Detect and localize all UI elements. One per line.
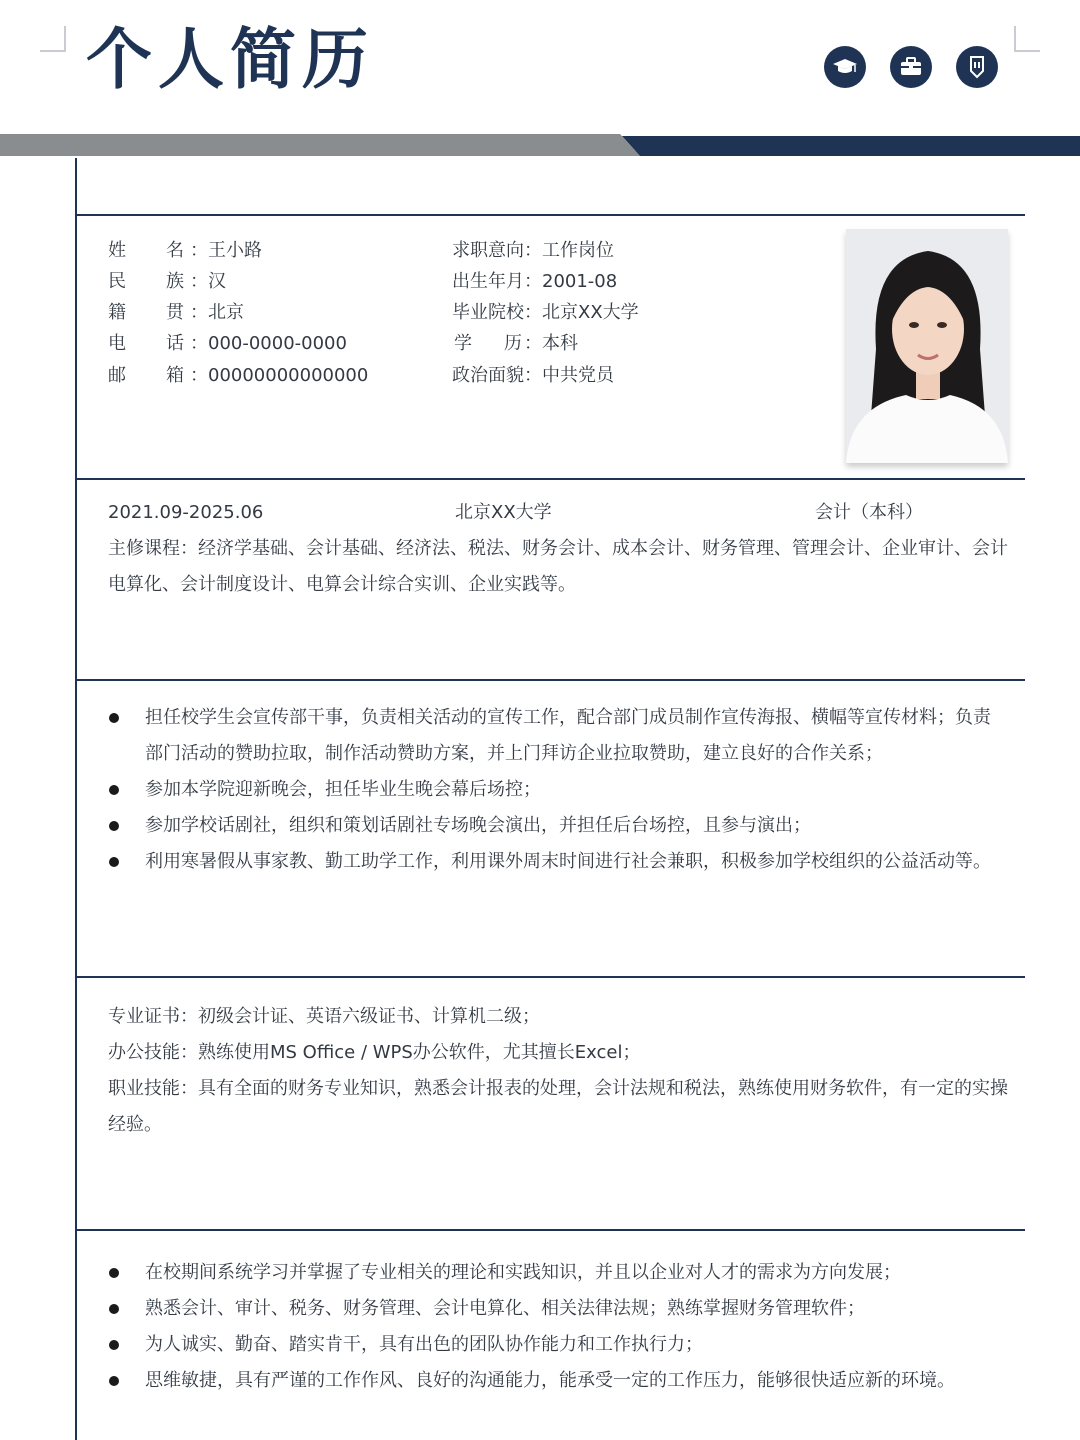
- bullet-icon: [109, 857, 119, 867]
- education-major: 会计（本科）: [815, 502, 923, 523]
- list-item: 担任校学生会宣传部干事，负责相关活动的宣传工作，配合部门成员制作宣传海报、横幅等宣传材料；负责部门活动的赞助拉取，制作活动赞助方案，并上门拜访企业拉取赞助，建立良好的合作关系；: [108, 700, 1008, 772]
- briefcase-icon: [890, 46, 932, 88]
- section-divider: [76, 976, 1025, 978]
- profile-photo: [846, 229, 1008, 463]
- info-origin: 籍 贯 ：北京: [108, 302, 244, 323]
- header-icons: [824, 46, 998, 88]
- info-school: 毕业院校：北京XX大学: [452, 302, 639, 323]
- list-item: 利用寒暑假从事家教、勤工助学工作，利用课外周末时间进行社会兼职，积极参加学校组织的公益活动等。: [108, 844, 1008, 880]
- list-item: 熟悉会计、审计、税务、财务管理、会计电算化、相关法律法规；熟练掌握财务管理软件；: [108, 1291, 1008, 1327]
- header-band-navy: [622, 136, 1080, 156]
- bullet-icon: [109, 1376, 119, 1386]
- bullet-icon: [109, 1268, 119, 1278]
- bullet-icon: [109, 1340, 119, 1350]
- left-rule: [75, 158, 77, 1440]
- education-school: 北京XX大学: [455, 502, 552, 523]
- badge-icon: [956, 46, 998, 88]
- info-ethnic: 民 族 ：汉: [108, 271, 226, 292]
- section-divider: [76, 679, 1025, 681]
- list-item: 参加本学院迎新晚会，担任毕业生晚会幕后场控；: [108, 772, 1008, 808]
- graduation-cap-icon: [824, 46, 866, 88]
- info-birth: 出生年月：2001-08: [452, 271, 618, 292]
- info-job-intent: 求职意向：工作岗位: [452, 240, 614, 261]
- corner-decoration-left: [40, 26, 66, 52]
- skill-certificates: 专业证书：初级会计证、英语六级证书、计算机二级；: [108, 1006, 540, 1027]
- section-divider: [76, 478, 1025, 480]
- skill-professional: 职业技能：具有全面的财务专业知识，熟悉会计报表的处理，会计法规和税法，熟练使用财务软件，有一定的实操经验。: [108, 1078, 1008, 1135]
- info-degree: 学 历 ：本科: [454, 333, 578, 354]
- list-item: 参加学校话剧社，组织和策划话剧社专场晚会演出，并担任后台场控，且参与演出；: [108, 808, 1008, 844]
- info-phone: 电 话 ：000-0000-0000: [108, 333, 347, 354]
- skill-office: 办公技能：熟练使用MS Office / WPS办公软件，尤其擅长Excel；: [108, 1042, 641, 1063]
- education-period: 2021.09-2025.06: [108, 502, 264, 523]
- education-courses: 主修课程：经济学基础、会计基础、经济法、税法、财务会计、成本会计、财务管理、管理会计、企业审计、会计电算化、会计制度设计、电算会计综合实训、企业实践等。: [108, 538, 1008, 595]
- corner-decoration-right: [1014, 26, 1040, 52]
- info-politics: 政治面貌：中共党员: [452, 365, 614, 386]
- list-item: 在校期间系统学习并掌握了专业相关的理论和实践知识，并且以企业对人才的需求为方向发展；: [108, 1255, 1008, 1291]
- info-name: 姓 名 ：王小路: [108, 240, 262, 261]
- header-band-gray: [0, 134, 640, 156]
- experience-list: [108, 700, 1008, 880]
- bullet-icon: [109, 1304, 119, 1314]
- bullet-icon: [109, 785, 119, 795]
- list-item: 思维敏捷，具有严谨的工作作风、良好的沟通能力，能承受一定的工作压力，能够很快适应新的环境。: [108, 1363, 1008, 1399]
- section-divider: [76, 214, 1025, 216]
- list-item: 为人诚实、勤奋、踏实肯干，具有出色的团队协作能力和工作执行力；: [108, 1327, 1008, 1363]
- bullet-icon: [109, 821, 119, 831]
- section-divider: [76, 1229, 1025, 1231]
- info-email: 邮 箱 ：00000000000000: [108, 365, 369, 386]
- self-evaluation-list: [108, 1255, 1008, 1399]
- resume-title: 个人简历: [86, 21, 374, 98]
- bullet-icon: [109, 713, 119, 723]
